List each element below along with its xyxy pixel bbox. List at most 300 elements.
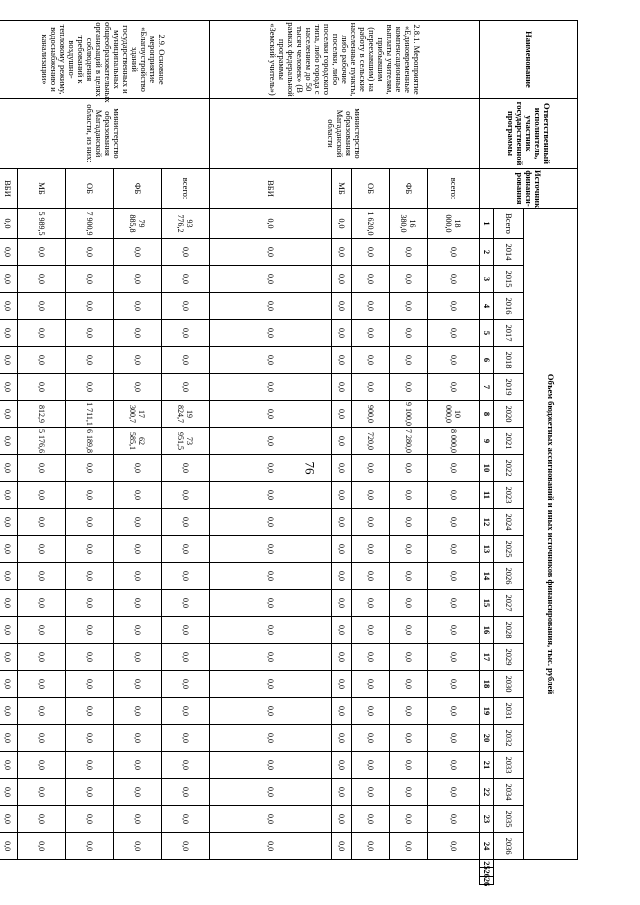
year-value: 0,0	[428, 833, 480, 860]
header-year: 2028	[494, 617, 524, 644]
year-value: 0,0	[162, 320, 210, 347]
year-value: 0,0	[18, 752, 66, 779]
year-value: 0,0	[352, 536, 390, 563]
year-value: 0,0	[162, 536, 210, 563]
year-value: 900,0	[352, 401, 390, 428]
year-value: 0,0	[428, 617, 480, 644]
column-number: 26	[480, 868, 494, 876]
year-value: 0,0	[0, 671, 18, 698]
year-value: 0,0	[0, 293, 18, 320]
year-value: 0,0	[428, 644, 480, 671]
header-year: 2030	[494, 671, 524, 698]
column-number: 16	[480, 617, 494, 644]
funding-source: ВБИ	[210, 169, 332, 209]
total-value: 5 989,5	[18, 209, 66, 239]
year-value: 0,0	[18, 671, 66, 698]
year-value: 0,0	[18, 374, 66, 401]
year-value: 0,0	[66, 509, 114, 536]
year-value: 0,0	[332, 698, 352, 725]
funding-source: МБ	[332, 169, 352, 209]
year-value: 0,0	[66, 725, 114, 752]
year-value: 0,0	[114, 779, 162, 806]
year-value: 0,0	[332, 401, 352, 428]
year-value: 0,0	[0, 455, 18, 482]
year-value: 0,0	[390, 455, 428, 482]
year-value: 0,0	[162, 455, 210, 482]
header-year: 2026	[494, 563, 524, 590]
year-value: 0,0	[390, 644, 428, 671]
year-value: 0,0	[114, 509, 162, 536]
year-value: 0,0	[0, 239, 18, 266]
column-number: 15	[480, 590, 494, 617]
column-number: 21	[480, 752, 494, 779]
funding-source: всего:	[162, 169, 210, 209]
column-number: 11	[480, 482, 494, 509]
year-value: 0,0	[210, 293, 332, 320]
column-number: 5	[480, 320, 494, 347]
year-value: 0,0	[332, 374, 352, 401]
year-value: 0,0	[428, 320, 480, 347]
total-value: 0,0	[210, 209, 332, 239]
year-value: 0,0	[18, 833, 66, 860]
column-number: 19	[480, 698, 494, 725]
year-value: 0,0	[0, 401, 18, 428]
year-value: 0,0	[114, 482, 162, 509]
column-number: 23	[480, 806, 494, 833]
year-value: 0,0	[162, 806, 210, 833]
column-number: 25	[480, 860, 494, 868]
table-row	[162, 21, 210, 885]
year-value: 0,0	[210, 320, 332, 347]
year-value: 0,0	[428, 671, 480, 698]
funding-source: МБ	[18, 169, 66, 209]
year-value: 0,0	[352, 482, 390, 509]
year-value: 0,0	[18, 293, 66, 320]
year-value: 0,0	[162, 563, 210, 590]
year-value: 0,0	[114, 671, 162, 698]
year-value: 0,0	[332, 509, 352, 536]
year-value: 0,0	[66, 374, 114, 401]
funding-source: ОБ	[66, 169, 114, 209]
year-value: 0,0	[210, 644, 332, 671]
year-value: 0,0	[390, 239, 428, 266]
year-value: 0,0	[18, 455, 66, 482]
year-value: 0,0	[352, 374, 390, 401]
year-value: 0,0	[114, 617, 162, 644]
header-year: 2027	[494, 590, 524, 617]
year-value: 0,0	[210, 536, 332, 563]
year-value: 0,0	[390, 536, 428, 563]
year-value: 0,0	[114, 698, 162, 725]
year-value: 0,0	[390, 482, 428, 509]
year-value: 0,0	[390, 590, 428, 617]
header-executor: Ответственный исполнитель, участник государственной программы	[480, 99, 578, 169]
year-value: 0,0	[66, 536, 114, 563]
year-value: 0,0	[114, 266, 162, 293]
year-value: 0,0	[428, 698, 480, 725]
year-value: 0,0	[0, 374, 18, 401]
year-value: 0,0	[162, 752, 210, 779]
year-value: 0,0	[66, 482, 114, 509]
header-year: 2019	[494, 374, 524, 401]
year-value: 0,0	[114, 644, 162, 671]
year-value: 0,0	[114, 563, 162, 590]
column-number: 26	[480, 876, 494, 884]
header-total: Всего	[494, 209, 524, 239]
year-value: 0,0	[162, 482, 210, 509]
year-value: 0,0	[390, 752, 428, 779]
year-value: 0,0	[18, 266, 66, 293]
year-value: 0,0	[18, 779, 66, 806]
executor: министерство образования Магаданской области	[210, 99, 480, 169]
year-value: 0,0	[352, 698, 390, 725]
year-value: 0,0	[428, 509, 480, 536]
year-value: 0,0	[210, 590, 332, 617]
year-value: 0,0	[332, 320, 352, 347]
year-value: 0,0	[18, 509, 66, 536]
year-value: 0,0	[390, 563, 428, 590]
column-number: 7	[480, 374, 494, 401]
year-value: 0,0	[352, 752, 390, 779]
year-value: 0,0	[162, 725, 210, 752]
year-value: 0,0	[428, 752, 480, 779]
header-year: 2033	[494, 752, 524, 779]
year-value: 0,0	[352, 590, 390, 617]
year-value: 0,0	[428, 374, 480, 401]
year-value: 0,0	[66, 266, 114, 293]
header-year: 2032	[494, 725, 524, 752]
year-value: 0,0	[66, 779, 114, 806]
year-value: 9 100,0	[390, 401, 428, 428]
year-value: 0,0	[332, 482, 352, 509]
year-value: 0,0	[210, 482, 332, 509]
header-year: 2036	[494, 833, 524, 860]
year-value: 0,0	[162, 833, 210, 860]
year-value: 0,0	[390, 266, 428, 293]
column-number: 13	[480, 536, 494, 563]
year-value: 0,0	[390, 293, 428, 320]
year-value: 8 000,0	[428, 428, 480, 455]
funding-source: ВБИ	[0, 169, 18, 209]
year-value: 6 189,8	[66, 428, 114, 455]
header-year: 2021	[494, 428, 524, 455]
year-value: 0,0	[66, 563, 114, 590]
year-value: 0,0	[114, 320, 162, 347]
year-value: 1 711,1	[66, 401, 114, 428]
year-value: 0,0	[18, 617, 66, 644]
year-value: 0,0	[332, 563, 352, 590]
year-value: 0,0	[210, 617, 332, 644]
year-value: 0,0	[162, 590, 210, 617]
year-value: 7 280,0	[390, 428, 428, 455]
year-value: 0,0	[390, 509, 428, 536]
year-value: 0,0	[390, 779, 428, 806]
year-value: 0,0	[114, 806, 162, 833]
year-value: 0,0	[162, 239, 210, 266]
year-value: 0,0	[210, 752, 332, 779]
total-value: 16 380,0	[390, 209, 428, 239]
header-year: 2020	[494, 401, 524, 428]
total-value: 0,0	[0, 209, 18, 239]
year-value: 0,0	[352, 617, 390, 644]
year-value: 0,0	[332, 455, 352, 482]
year-value: 0,0	[0, 482, 18, 509]
year-value: 0,0	[210, 698, 332, 725]
year-value: 0,0	[18, 590, 66, 617]
header-year: 2031	[494, 698, 524, 725]
year-value: 0,0	[332, 806, 352, 833]
year-value: 0,0	[66, 644, 114, 671]
header-year: 2024	[494, 509, 524, 536]
year-value: 0,0	[352, 509, 390, 536]
year-value: 0,0	[210, 374, 332, 401]
header-year: 2023	[494, 482, 524, 509]
year-value: 0,0	[162, 374, 210, 401]
rotated-page-canvas	[3, 20, 578, 887]
column-number: 22	[480, 779, 494, 806]
year-value: 0,0	[390, 374, 428, 401]
year-value: 0,0	[210, 725, 332, 752]
year-value: 0,0	[0, 725, 18, 752]
year-value: 0,0	[66, 455, 114, 482]
year-value: 0,0	[0, 590, 18, 617]
total-value: 7 900,9	[66, 209, 114, 239]
year-value: 0,0	[0, 347, 18, 374]
year-value: 0,0	[18, 320, 66, 347]
executor: министерство образования Магаданской области, из них:	[0, 99, 210, 169]
year-value: 0,0	[332, 239, 352, 266]
year-value: 0,0	[210, 671, 332, 698]
column-number: 20	[480, 725, 494, 752]
year-value: 0,0	[390, 698, 428, 725]
year-value: 0,0	[0, 752, 18, 779]
year-value: 0,0	[428, 293, 480, 320]
total-value: 79 885,8	[114, 209, 162, 239]
year-value: 0,0	[352, 320, 390, 347]
year-value: 0,0	[390, 617, 428, 644]
year-value: 0,0	[162, 509, 210, 536]
year-value: 0,0	[162, 266, 210, 293]
year-value: 0,0	[210, 563, 332, 590]
year-value: 0,0	[114, 239, 162, 266]
year-value: 0,0	[332, 725, 352, 752]
year-value: 10 000,0	[428, 401, 480, 428]
column-number: 2	[480, 239, 494, 266]
year-value: 0,0	[352, 563, 390, 590]
column-number: 4	[480, 293, 494, 320]
year-value: 0,0	[114, 752, 162, 779]
year-value: 0,0	[162, 698, 210, 725]
year-value: 0,0	[114, 833, 162, 860]
funding-source: ОБ	[352, 169, 390, 209]
year-value: 0,0	[390, 806, 428, 833]
year-value: 0,0	[162, 617, 210, 644]
year-value: 0,0	[66, 833, 114, 860]
year-value: 0,0	[0, 428, 18, 455]
year-value: 0,0	[332, 428, 352, 455]
year-value: 0,0	[0, 536, 18, 563]
year-value: 0,0	[210, 428, 332, 455]
year-value: 0,0	[390, 347, 428, 374]
year-value: 0,0	[428, 563, 480, 590]
year-value: 0,0	[352, 833, 390, 860]
year-value: 0,0	[0, 698, 18, 725]
year-value: 0,0	[210, 509, 332, 536]
header-year: 2015	[494, 266, 524, 293]
total-value: 93 776,2	[162, 209, 210, 239]
year-value: 0,0	[210, 266, 332, 293]
page-number: 76	[302, 461, 318, 475]
year-value: 0,0	[332, 347, 352, 374]
year-value: 0,0	[332, 266, 352, 293]
year-value: 17 300,7	[114, 401, 162, 428]
column-number: 18	[480, 671, 494, 698]
funding-source: ФБ	[114, 169, 162, 209]
year-value: 0,0	[66, 590, 114, 617]
year-value: 0,0	[162, 644, 210, 671]
header-year: 2018	[494, 347, 524, 374]
total-value: 0,0	[332, 209, 352, 239]
year-value: 0,0	[428, 266, 480, 293]
measure-name: 2.8.1. Мероприятие «Единовременные компенсационные выплаты учителям, прибывшим (переехавшим) на работу в сельские населенные пункты, либо рабочие поселки, либо поселки городского типа, либо города с населением до 50 тысяч человек» (В рамках федеральной программы «Земский учитель»)	[210, 21, 480, 99]
year-value: 0,0	[332, 752, 352, 779]
total-value: 1 620,0	[352, 209, 390, 239]
header-year: 2022	[494, 455, 524, 482]
column-number: 8	[480, 401, 494, 428]
year-value: 0,0	[332, 293, 352, 320]
header-year: 2029	[494, 644, 524, 671]
funding-table	[0, 20, 578, 885]
year-value: 0,0	[0, 644, 18, 671]
year-value: 0,0	[66, 752, 114, 779]
year-value: 0,0	[0, 563, 18, 590]
total-value: 18 000,0	[428, 209, 480, 239]
year-value: 0,0	[352, 239, 390, 266]
year-value: 0,0	[352, 293, 390, 320]
year-value: 0,0	[162, 293, 210, 320]
header-source: Источник финанси-рования	[480, 169, 578, 209]
column-number: 1	[480, 209, 494, 239]
year-value: 0,0	[66, 806, 114, 833]
header-year: 2025	[494, 536, 524, 563]
year-value: 0,0	[428, 347, 480, 374]
year-value: 0,0	[352, 806, 390, 833]
year-value: 0,0	[210, 401, 332, 428]
year-value: 0,0	[210, 239, 332, 266]
year-value: 0,0	[114, 374, 162, 401]
year-value: 0,0	[0, 833, 18, 860]
year-value: 0,0	[66, 239, 114, 266]
year-value: 62 585,1	[114, 428, 162, 455]
header-year: 2034	[494, 779, 524, 806]
year-value: 812,9	[18, 401, 66, 428]
column-number: 17	[480, 644, 494, 671]
year-value: 0,0	[390, 725, 428, 752]
year-value: 0,0	[390, 320, 428, 347]
column-number: 9	[480, 428, 494, 455]
column-number: 6	[480, 347, 494, 374]
year-value: 0,0	[18, 725, 66, 752]
year-value: 0,0	[18, 347, 66, 374]
year-value: 0,0	[114, 590, 162, 617]
funding-source: всего:	[428, 169, 480, 209]
year-value: 0,0	[18, 563, 66, 590]
year-value: 0,0	[390, 833, 428, 860]
header-funding: Объем бюджетных ассигнований и иных источников финансирования, тыс. рублей	[524, 209, 578, 860]
year-value: 0,0	[18, 698, 66, 725]
year-value: 0,0	[114, 293, 162, 320]
column-number: 12	[480, 509, 494, 536]
column-number: 14	[480, 563, 494, 590]
year-value: 0,0	[162, 671, 210, 698]
year-value: 0,0	[428, 725, 480, 752]
header-year: 2014	[494, 239, 524, 266]
year-value: 5 176,6	[18, 428, 66, 455]
year-value: 0,0	[66, 347, 114, 374]
year-value: 0,0	[114, 536, 162, 563]
year-value: 0,0	[114, 347, 162, 374]
year-value: 0,0	[352, 671, 390, 698]
year-value: 73 951,5	[162, 428, 210, 455]
column-number: 24	[480, 833, 494, 860]
year-value: 0,0	[210, 347, 332, 374]
year-value: 0,0	[210, 806, 332, 833]
year-value: 0,0	[18, 482, 66, 509]
year-value: 0,0	[66, 698, 114, 725]
year-value: 0,0	[210, 779, 332, 806]
year-value: 0,0	[428, 590, 480, 617]
year-value: 0,0	[0, 806, 18, 833]
year-value: 0,0	[0, 779, 18, 806]
year-value: 0,0	[428, 455, 480, 482]
year-value: 0,0	[332, 779, 352, 806]
header-year: 2035	[494, 806, 524, 833]
year-value: 19 824,7	[162, 401, 210, 428]
header-year: 2016	[494, 293, 524, 320]
year-value: 0,0	[162, 347, 210, 374]
header-name: Наименование	[480, 21, 578, 99]
year-value: 0,0	[352, 347, 390, 374]
column-number: 3	[480, 266, 494, 293]
year-value: 0,0	[210, 455, 332, 482]
year-value: 0,0	[332, 536, 352, 563]
year-value: 0,0	[18, 644, 66, 671]
year-value: 0,0	[0, 509, 18, 536]
year-value: 0,0	[0, 617, 18, 644]
year-value: 0,0	[66, 671, 114, 698]
year-value: 0,0	[352, 779, 390, 806]
funding-source: ФБ	[390, 169, 428, 209]
year-value: 0,0	[352, 455, 390, 482]
measure-name: 2.9. Основное мероприятие «Благоустройство зданий государственных и муниципальных общеобразовательных организаций в целях соблюдения требований к воздушно-тепловому режиму, водоснабжению и канализации»	[0, 21, 210, 99]
year-value: 0,0	[210, 833, 332, 860]
year-value: 0,0	[390, 671, 428, 698]
year-value: 0,0	[18, 806, 66, 833]
column-number: 10	[480, 455, 494, 482]
year-value: 0,0	[18, 536, 66, 563]
year-value: 0,0	[428, 779, 480, 806]
year-value: 0,0	[332, 671, 352, 698]
funding-table-rotated	[3, 20, 578, 887]
year-value: 0,0	[332, 617, 352, 644]
year-value: 0,0	[352, 266, 390, 293]
year-value: 0,0	[66, 293, 114, 320]
year-value: 0,0	[332, 833, 352, 860]
year-value: 0,0	[66, 320, 114, 347]
year-value: 0,0	[352, 644, 390, 671]
year-value: 0,0	[0, 266, 18, 293]
year-value: 0,0	[18, 239, 66, 266]
